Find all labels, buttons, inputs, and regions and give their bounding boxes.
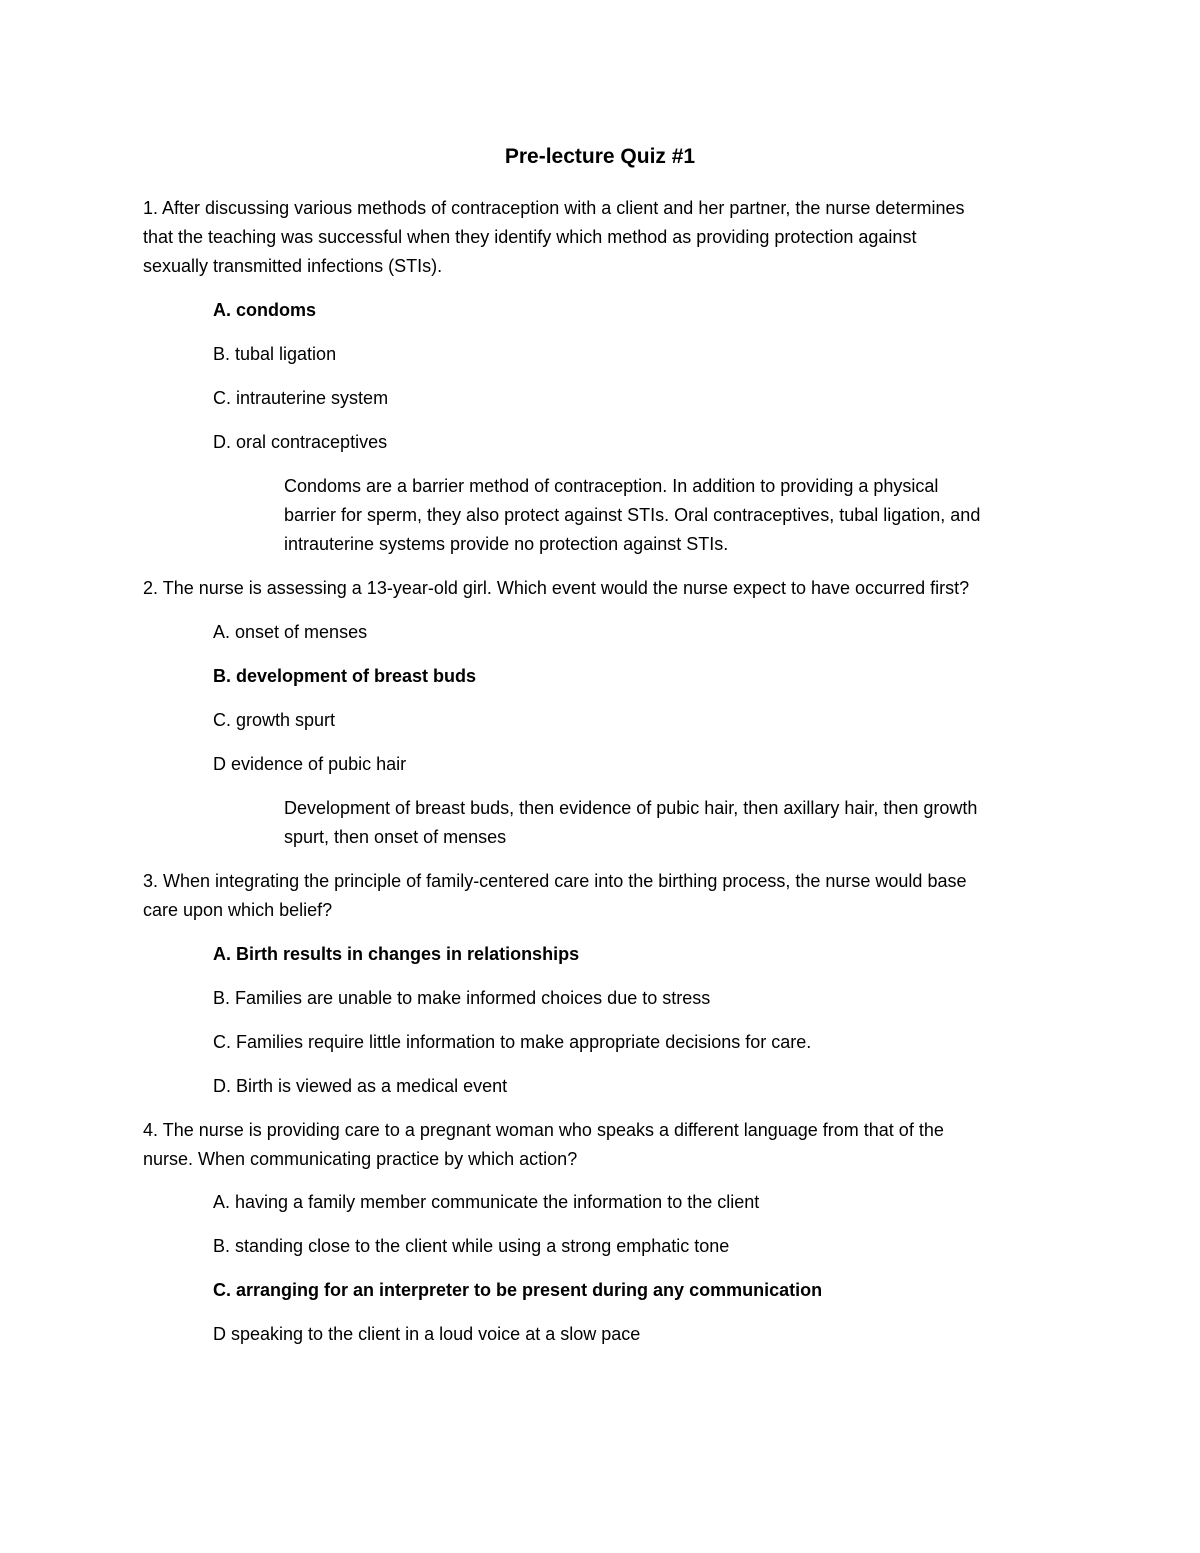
- answer-option: A. having a family member communicate the information to the client: [213, 1192, 760, 1212]
- question-stem-line: nurse. When communicating practice by which action?: [143, 1149, 578, 1169]
- answer-option: C. Families require little information to make appropriate decisions for care.: [213, 1032, 812, 1052]
- question-number: 4: [143, 1120, 154, 1140]
- explanation-line: barrier for sperm, they also protect against STIs. Oral contraceptives, tubal ligation, and: [284, 505, 981, 525]
- question-1-stem: 1. After discussing various methods of contraception with a client and her partner, the nurse determines: [143, 198, 965, 218]
- question-number: 3: [143, 871, 154, 891]
- answer-option-correct: C. arranging for an interpreter to be present during any communication: [213, 1280, 823, 1300]
- question-stem-line: After discussing various methods of contraception with a client and her partner, the nurse determines: [162, 198, 965, 218]
- explanation-line: Condoms are a barrier method of contraception. In addition to providing a physical: [284, 476, 939, 496]
- question-stem-line: The nurse is providing care to a pregnant woman who speaks a different language from that of the: [162, 1120, 944, 1140]
- question-stem-line: When integrating the principle of family-centered care into the birthing process, the nurse would base: [163, 871, 967, 891]
- answer-option: A. onset of menses: [213, 622, 368, 642]
- answer-option: D speaking to the client in a loud voice at a slow pace: [213, 1324, 641, 1344]
- answer-option: D evidence of pubic hair: [213, 754, 407, 774]
- answer-option: D. oral contraceptives: [213, 432, 388, 452]
- question-4-stem: 4. The nurse is providing care to a pregnant woman who speaks a different language from that of the: [143, 1120, 944, 1140]
- question-stem-line: sexually transmitted infections (STIs).: [143, 256, 443, 276]
- answer-option: B. tubal ligation: [213, 344, 337, 364]
- answer-option-correct: A. Birth results in changes in relationships: [213, 944, 580, 964]
- question-stem-line: that the teaching was successful when they identify which method as providing protection against: [143, 227, 917, 247]
- question-number: 1: [143, 198, 154, 218]
- explanation-line: Development of breast buds, then evidence of pubic hair, then axillary hair, then growth: [284, 798, 978, 818]
- answer-option: C. intrauterine system: [213, 388, 389, 408]
- explanation-line: intrauterine systems provide no protection against STIs.: [284, 534, 729, 554]
- answer-option: B. Families are unable to make informed choices due to stress: [213, 988, 711, 1008]
- answer-option: B. standing close to the client while using a strong emphatic tone: [213, 1236, 730, 1256]
- answer-option: D. Birth is viewed as a medical event: [213, 1076, 508, 1096]
- question-stem-line: care upon which belief?: [143, 900, 333, 920]
- explanation-line: spurt, then onset of menses: [284, 827, 507, 847]
- quiz-title: Pre-lecture Quiz #1: [504, 145, 696, 168]
- question-3-stem: 3. When integrating the principle of family-centered care into the birthing process, the nurse would base: [143, 871, 967, 891]
- answer-option-correct: A. condoms: [213, 300, 317, 320]
- question-stem-line: The nurse is assessing a 13-year-old girl. Which event would the nurse expect to have occurred first?: [162, 578, 970, 598]
- question-2-stem: 2. The nurse is assessing a 13-year-old girl. Which event would the nurse expect to have occurred first?: [143, 578, 970, 598]
- answer-option-correct: B. development of breast buds: [213, 666, 477, 686]
- question-number: 2: [143, 578, 154, 598]
- answer-option: C. growth spurt: [213, 710, 336, 730]
